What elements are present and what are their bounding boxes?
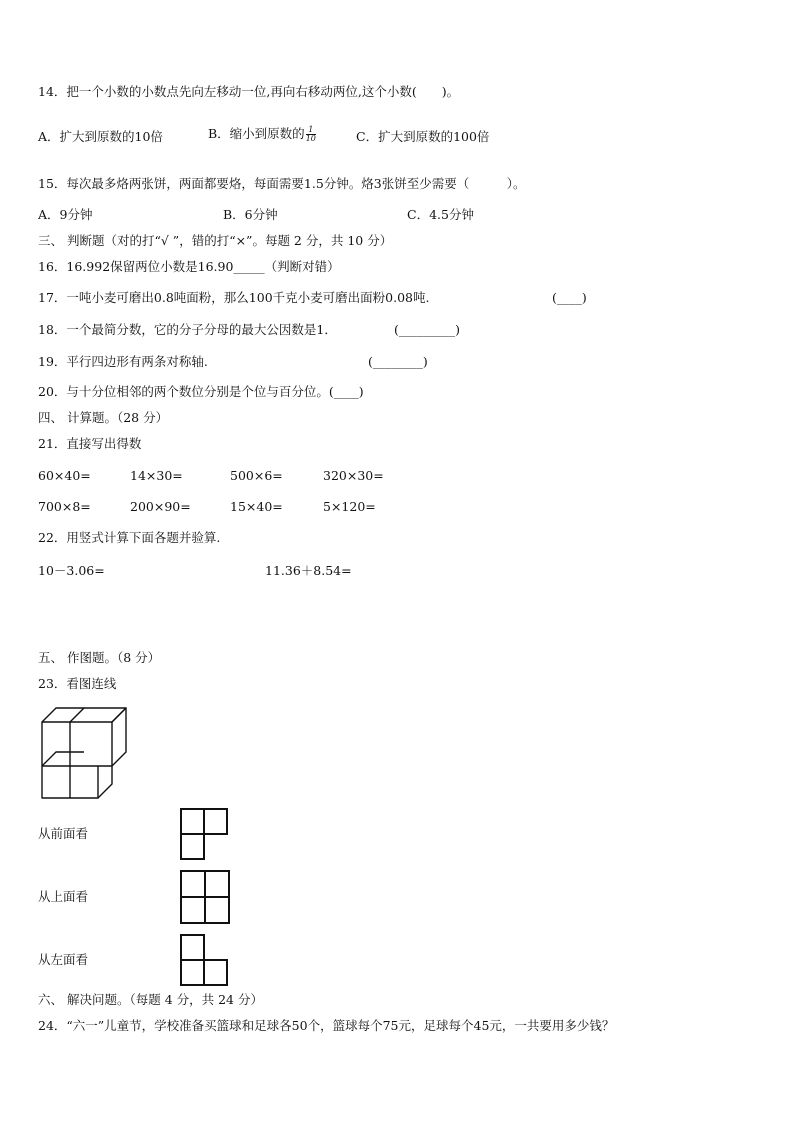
q21-item: 700×8=	[38, 499, 91, 514]
section-5-title: 五、 作图题。（8 分）	[38, 650, 161, 665]
q20-text: 20．与十分位相邻的两个数位分别是个位与百分位。(____)	[38, 384, 364, 399]
q22-item: 10－3.06=	[38, 563, 105, 578]
q23-title: 23．看图连线	[38, 676, 117, 691]
q21-item: 60×40=	[38, 468, 91, 483]
q21-item: 5×120=	[323, 499, 376, 514]
q23-view-left: 从左面看	[38, 952, 89, 967]
section-3-title: 三、 判断题（对的打“√ ”，错的打“×”。每题 2 分，共 10 分）	[38, 233, 393, 248]
q23-top-view-grid[interactable]	[180, 870, 232, 926]
q23-front-view-grid[interactable]	[180, 808, 230, 862]
q22-title: 22．用竖式计算下面各题并验算.	[38, 530, 221, 545]
q15-option-a[interactable]: A．9分钟	[38, 207, 93, 222]
q19-text: 19．平行四边形有两条对称轴.	[38, 354, 208, 369]
q15-option-c[interactable]: C．4.5分钟	[407, 207, 474, 222]
q17-text: 17．一吨小麦可磨出0.8吨面粉，那么100千克小麦可磨出面粉0.08吨.	[38, 290, 430, 305]
q17-answer-blank[interactable]: (____)	[552, 290, 587, 305]
q15-option-b[interactable]: B．6分钟	[223, 207, 278, 222]
q14-option-b-label: B．缩小到原数的	[208, 126, 305, 141]
q23-left-view-grid[interactable]	[180, 934, 230, 988]
q16-text: 16．16.992保留两位小数是16.90_____（判断对错）	[38, 259, 340, 274]
section-4-title: 四、 计算题。（28 分）	[38, 410, 169, 425]
q21-item: 200×90=	[130, 499, 191, 514]
q21-title: 21．直接写出得数	[38, 436, 142, 451]
q23-view-front: 从前面看	[38, 826, 89, 841]
q22-item: 11.36＋8.54=	[265, 563, 352, 578]
q24-text: 24．“六一”儿童节，学校准备买篮球和足球各50个，篮球每个75元，足球每个45元，一共要用多少钱？	[38, 1018, 615, 1033]
q15-stem: 15．每次最多烙两张饼，两面都要烙，每面需要1.5分钟。烙3张饼至少需要（ ）。	[38, 176, 526, 191]
q21-item: 320×30=	[323, 468, 384, 483]
q19-answer-blank[interactable]: (________)	[368, 354, 428, 369]
q23-view-top: 从上面看	[38, 889, 89, 904]
q23-cube-figure	[36, 702, 132, 800]
q14-option-a[interactable]: A．扩大到原数的10倍	[38, 129, 163, 144]
q21-item: 14×30=	[130, 468, 183, 483]
section-6-title: 六、 解决问题。（每题 4 分，共 24 分）	[38, 992, 263, 1007]
q18-answer-blank[interactable]: (_________)	[394, 322, 461, 337]
q21-item: 500×6=	[230, 468, 283, 483]
q21-item: 15×40=	[230, 499, 283, 514]
q14-option-c[interactable]: C．扩大到原数的100倍	[356, 129, 490, 144]
q14-stem: 14．把一个小数的小数点先向左移动一位,再向右移动两位,这个小数( )。	[38, 84, 460, 99]
q14-option-b[interactable]	[208, 126, 317, 143]
fraction: $\frac{1}{10}$	[305, 125, 316, 143]
q18-text: 18．一个最简分数，它的分子分母的最大公因数是1．	[38, 322, 337, 337]
